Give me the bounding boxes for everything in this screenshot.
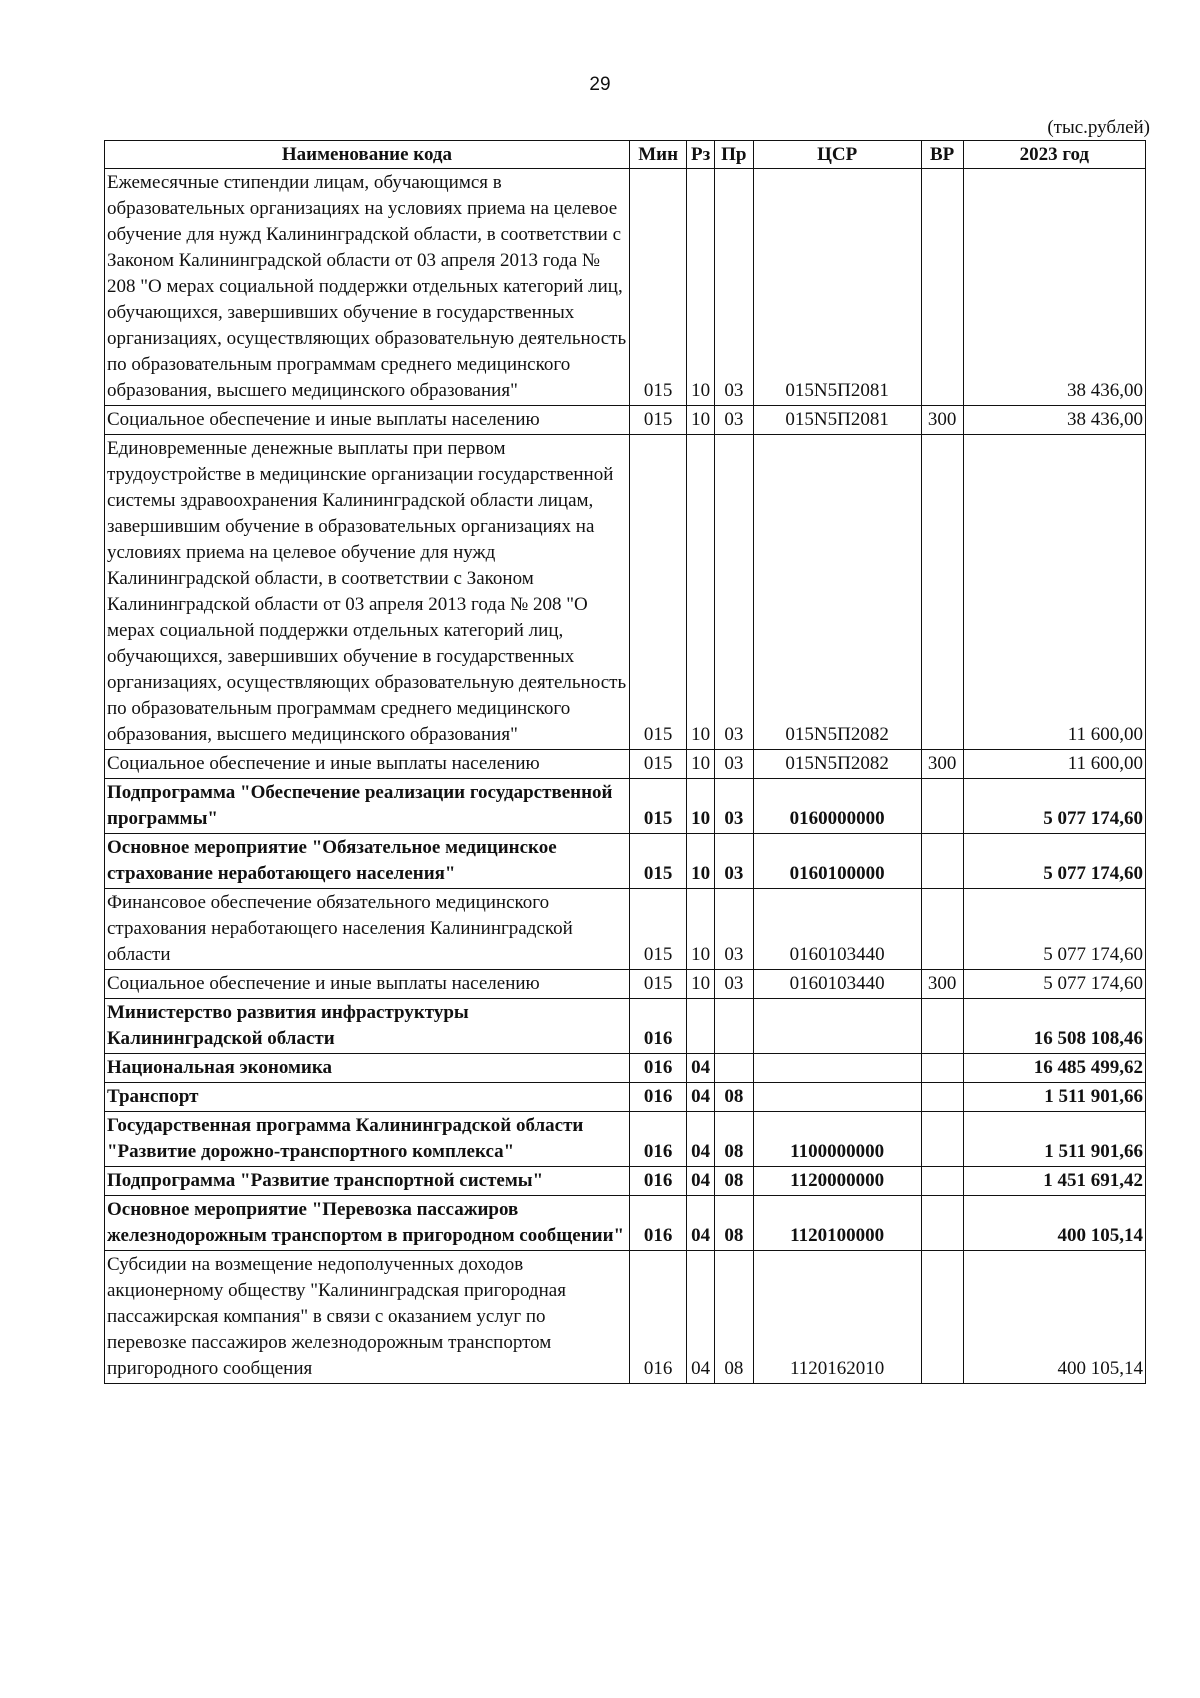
row-name: Социальное обеспечение и иные выплаты населению: [105, 970, 630, 999]
row-sum: 5 077 174,60: [963, 834, 1145, 889]
row-rz: 04: [687, 1083, 715, 1112]
row-sum: 16 508 108,46: [963, 999, 1145, 1054]
row-rz: 10: [687, 169, 715, 406]
row-min: 016: [629, 999, 686, 1054]
row-vr: [921, 999, 963, 1054]
row-rz: 10: [687, 406, 715, 435]
row-name: Подпрограмма "Развитие транспортной системы": [105, 1167, 630, 1196]
row-vr: [921, 1196, 963, 1251]
row-vr: [921, 889, 963, 970]
table-row: [105, 1083, 1146, 1112]
row-rz: 10: [687, 435, 715, 750]
row-rz: 10: [687, 750, 715, 779]
row-min: 015: [629, 834, 686, 889]
header-min: Мин: [629, 141, 686, 169]
row-sum: 400 105,14: [963, 1251, 1145, 1384]
table-row: [105, 889, 1146, 970]
row-min: 015: [629, 889, 686, 970]
header-csr: ЦСР: [753, 141, 921, 169]
row-sum: 1 511 901,66: [963, 1112, 1145, 1167]
row-vr: [921, 779, 963, 834]
row-vr: [921, 169, 963, 406]
row-csr: [753, 1054, 921, 1083]
table-row: [105, 1054, 1146, 1083]
row-sum: 5 077 174,60: [963, 889, 1145, 970]
row-sum: 38 436,00: [963, 169, 1145, 406]
table-row: [105, 779, 1146, 834]
row-sum: 11 600,00: [963, 750, 1145, 779]
row-name: Социальное обеспечение и иные выплаты населению: [105, 406, 630, 435]
table-row: [105, 1196, 1146, 1251]
row-csr: 0160103440: [753, 970, 921, 999]
row-csr: 0160103440: [753, 889, 921, 970]
row-name: Субсидии на возмещение недополученных доходов акционерному обществу "Калининградская пригородная пассажирская компания" в связи с оказанием услуг по перевозке пассажиров железнодорожным транспортом пригородного сообщения: [105, 1251, 630, 1384]
table-body: [105, 169, 1146, 1384]
row-min: 016: [629, 1196, 686, 1251]
row-sum: 400 105,14: [963, 1196, 1145, 1251]
row-csr: 015N5П2082: [753, 750, 921, 779]
table-row: [105, 970, 1146, 999]
page-number: 29: [589, 74, 611, 95]
row-csr: 1120000000: [753, 1167, 921, 1196]
table-row: [105, 406, 1146, 435]
header-name: Наименование кода: [105, 141, 630, 169]
row-name: Единовременные денежные выплаты при первом трудоустройстве в медицинские организации государственной системы здравоохранения Калининградской области лицам, завершившим обучение в образовательных организациях на условиях приема на целевое обучение для нужд Калининградской области, в соответствии с Законом Калининградской области от 03 апреля 2013 года № 208 "О мерах социальной поддержки отдельных категорий лиц, обучающихся, завершивших обучение в государственных организациях, осуществляющих образовательную деятельность по образовательным программам среднего медицинского образования, высшего медицинского образования": [105, 435, 630, 750]
row-pr: [714, 999, 753, 1054]
row-sum: 5 077 174,60: [963, 779, 1145, 834]
row-sum: 1 511 901,66: [963, 1083, 1145, 1112]
row-vr: [921, 834, 963, 889]
row-pr: 08: [714, 1083, 753, 1112]
row-rz: 10: [687, 970, 715, 999]
row-name: Национальная экономика: [105, 1054, 630, 1083]
row-sum: 38 436,00: [963, 406, 1145, 435]
row-name: Финансовое обеспечение обязательного медицинского страхования неработающего населения Калининградской области: [105, 889, 630, 970]
row-csr: 0160000000: [753, 779, 921, 834]
row-csr: 015N5П2082: [753, 435, 921, 750]
budget-table: [104, 140, 1146, 1384]
row-vr: [921, 1054, 963, 1083]
row-min: 015: [629, 750, 686, 779]
row-name: Основное мероприятие "Перевозка пассажиров железнодорожным транспортом в пригородном сообщении": [105, 1196, 630, 1251]
header-row: [105, 141, 1146, 169]
row-sum: 5 077 174,60: [963, 970, 1145, 999]
table-row: [105, 999, 1146, 1054]
row-min: 015: [629, 169, 686, 406]
row-min: 016: [629, 1112, 686, 1167]
row-sum: 16 485 499,62: [963, 1054, 1145, 1083]
row-csr: [753, 999, 921, 1054]
row-pr: 03: [714, 750, 753, 779]
row-name: Транспорт: [105, 1083, 630, 1112]
row-name: Государственная программа Калининградской области "Развитие дорожно-транспортного комплекса": [105, 1112, 630, 1167]
table-row: [105, 1112, 1146, 1167]
row-min: 015: [629, 406, 686, 435]
table-row: [105, 169, 1146, 406]
row-csr: 1120100000: [753, 1196, 921, 1251]
table-row: [105, 750, 1146, 779]
table-row: [105, 1167, 1146, 1196]
row-sum: 1 451 691,42: [963, 1167, 1145, 1196]
row-rz: 04: [687, 1167, 715, 1196]
row-vr: [921, 1083, 963, 1112]
row-pr: 03: [714, 970, 753, 999]
row-pr: 03: [714, 779, 753, 834]
row-vr: [921, 435, 963, 750]
header-vr: ВР: [921, 141, 963, 169]
row-rz: 04: [687, 1112, 715, 1167]
row-name: Ежемесячные стипендии лицам, обучающимся в образовательных организациях на условиях приема на целевое обучение для нужд Калининградской области, в соответствии с Законом Калининградской области от 03 апреля 2013 года № 208 "О мерах социальной поддержки отдельных категорий лиц, обучающихся, завершивших обучение в государственных организациях, осуществляющих образовательную деятельность по образовательным программам среднего медицинского образования, высшего медицинского образования": [105, 169, 630, 406]
row-rz: 10: [687, 779, 715, 834]
row-csr: 0160100000: [753, 834, 921, 889]
row-pr: 08: [714, 1112, 753, 1167]
row-vr: 300: [921, 406, 963, 435]
row-pr: 08: [714, 1196, 753, 1251]
row-rz: 04: [687, 1054, 715, 1083]
row-min: 016: [629, 1054, 686, 1083]
header-year: 2023 год: [963, 141, 1145, 169]
table-row: [105, 435, 1146, 750]
row-vr: [921, 1167, 963, 1196]
row-csr: 015N5П2081: [753, 169, 921, 406]
row-vr: 300: [921, 750, 963, 779]
row-rz: 10: [687, 834, 715, 889]
row-sum: 11 600,00: [963, 435, 1145, 750]
row-pr: 03: [714, 435, 753, 750]
row-min: 016: [629, 1251, 686, 1384]
header-rz: Рз: [687, 141, 715, 169]
row-vr: [921, 1251, 963, 1384]
row-pr: 03: [714, 406, 753, 435]
row-rz: 04: [687, 1251, 715, 1384]
row-min: 016: [629, 1167, 686, 1196]
row-name: Подпрограмма "Обеспечение реализации государственной программы": [105, 779, 630, 834]
row-name: Социальное обеспечение и иные выплаты населению: [105, 750, 630, 779]
table-row: [105, 834, 1146, 889]
row-vr: [921, 1112, 963, 1167]
row-min: 015: [629, 435, 686, 750]
row-pr: 03: [714, 889, 753, 970]
row-pr: 03: [714, 834, 753, 889]
row-csr: [753, 1083, 921, 1112]
row-name: Министерство развития инфраструктуры Калининградской области: [105, 999, 630, 1054]
header-pr: Пр: [714, 141, 753, 169]
row-vr: 300: [921, 970, 963, 999]
row-csr: 1100000000: [753, 1112, 921, 1167]
row-csr: 1120162010: [753, 1251, 921, 1384]
row-pr: [714, 1054, 753, 1083]
row-min: 015: [629, 970, 686, 999]
row-pr: 08: [714, 1167, 753, 1196]
row-pr: 03: [714, 169, 753, 406]
row-min: 015: [629, 779, 686, 834]
row-csr: 015N5П2081: [753, 406, 921, 435]
units-note: (тыс.рублей): [1047, 117, 1150, 138]
row-rz: 04: [687, 1196, 715, 1251]
row-pr: 08: [714, 1251, 753, 1384]
row-name: Основное мероприятие "Обязательное медицинское страхование неработающего населения": [105, 834, 630, 889]
row-rz: [687, 999, 715, 1054]
row-min: 016: [629, 1083, 686, 1112]
row-rz: 10: [687, 889, 715, 970]
table-row: [105, 1251, 1146, 1384]
